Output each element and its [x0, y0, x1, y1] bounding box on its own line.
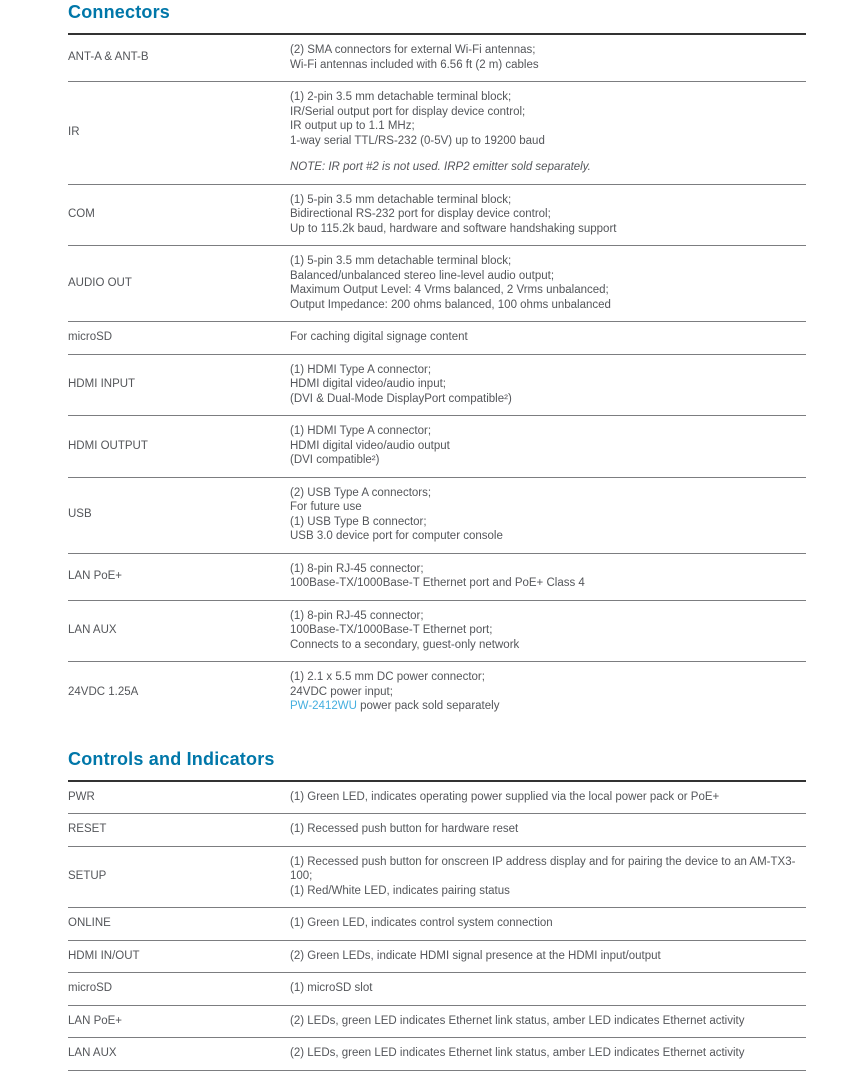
description-text: power pack sold separately [356, 700, 500, 712]
row-label: microSD [68, 982, 113, 994]
section-title-controls-and-indicators: Controls and Indicators [68, 748, 275, 769]
description-line: (1) 5-pin 3.5 mm detachable terminal block; [290, 255, 512, 267]
row-label: USB [68, 508, 92, 521]
description-line: Up to 115.2k baud, hardware and software handshaking support [290, 222, 617, 235]
row-description [290, 790, 806, 805]
description-line: 1-way serial TTL/RS-232 (0-5V) up to 19200 baud [290, 134, 545, 147]
row-description [290, 193, 806, 237]
row-label: HDMI OUTPUT [68, 439, 148, 452]
row-label: microSD [68, 331, 113, 343]
row-label: ANT-A & ANT-B [68, 51, 149, 64]
row-description [290, 424, 806, 468]
description-line: (2) SMA connectors for external Wi-Fi antennas; [290, 44, 536, 56]
description-line: (1) HDMI Type A connector; [290, 425, 432, 437]
row-label: LAN PoE+ [68, 569, 123, 582]
description-line: For future use [290, 501, 362, 513]
table-row [68, 782, 806, 815]
row-description [290, 363, 806, 407]
description-line: (1) Green LED, indicates control system connection [290, 917, 553, 929]
table-row [68, 908, 806, 941]
row-label: PWR [68, 790, 95, 803]
description-line: Bidirectional RS-232 port for display device control; [290, 208, 551, 220]
section-controls-and-indicators [68, 749, 806, 1071]
description-line: Wi-Fi antennas included with 6.56 ft (2 m) cables [290, 58, 539, 71]
description-line: For caching digital signage content [290, 331, 468, 343]
table-row [68, 185, 806, 247]
description-line: 100Base-TX/1000Base-T Ethernet port and PoE+ Class 4 [290, 577, 585, 589]
table-row [68, 554, 806, 601]
row-description [290, 43, 806, 72]
table-row [68, 246, 806, 322]
description-line: 100Base-TX/1000Base-T Ethernet port; [290, 624, 493, 636]
description-line: HDMI digital video/audio input; [290, 378, 446, 390]
section-title-connectors: Connectors [68, 2, 171, 22]
description-line: Output Impedance: 200 ohms balanced, 100 ohms unbalanced [290, 298, 611, 311]
description-line: (DVI & Dual-Mode DisplayPort compatible²) [290, 392, 512, 405]
row-label: LAN PoE+ [68, 1014, 123, 1027]
row-label: LAN AUX [68, 624, 117, 636]
table-row [68, 601, 806, 663]
row-description [290, 330, 806, 345]
row-description [290, 670, 806, 714]
table-row [68, 478, 806, 554]
table-row [68, 941, 806, 974]
note-line: NOTE: IR port #2 is not used. IRP2 emitter sold separately. [290, 161, 591, 173]
description-line: IR/Serial output port for display device control; [290, 105, 526, 118]
row-description [290, 949, 806, 964]
row-description [290, 254, 806, 312]
description-line: (1) Recessed push button for hardware reset [290, 823, 519, 835]
description-line: HDMI digital video/audio output [290, 439, 450, 452]
row-label: LAN AUX [68, 1047, 117, 1059]
section-connectors [68, 2, 806, 723]
row-description [290, 486, 806, 544]
connectors-table [68, 33, 806, 723]
table-row [68, 662, 806, 723]
table-row [68, 1006, 806, 1039]
description-line: (1) 8-pin RJ-45 connector; [290, 609, 424, 622]
description-line: (1) Green LED, indicates operating power supplied via the local power pack or PoE+ [290, 790, 720, 803]
description-line: IR output up to 1.1 MHz; [290, 120, 415, 132]
description-line: (2) LEDs, green LED indicates Ethernet link status, amber LED indicates Ethernet activity [290, 1047, 745, 1059]
description-line: (1) microSD slot [290, 982, 373, 994]
row-description [290, 90, 806, 175]
table-row [68, 1038, 806, 1071]
table-row [68, 973, 806, 1006]
table-row [68, 322, 806, 355]
controls-and-indicators-table [68, 780, 806, 1071]
description-line: (1) 8-pin RJ-45 connector; [290, 562, 424, 575]
row-label: COM [68, 208, 95, 220]
row-label: HDMI IN/OUT [68, 949, 140, 962]
row-description [290, 855, 806, 899]
description-line: (2) USB Type A connectors; [290, 486, 432, 499]
row-label: SETUP [68, 870, 107, 882]
row-label: HDMI INPUT [68, 378, 136, 390]
description-line: Balanced/unbalanced stereo line-level audio output; [290, 269, 555, 282]
description-line: (DVI compatible²) [290, 454, 380, 466]
description-line: (1) Recessed push button for onscreen IP address display and for pairing the device to an AM-TX3-100; [290, 855, 796, 882]
row-description [290, 1014, 806, 1029]
description-line: (1) USB Type B connector; [290, 515, 427, 528]
table-row [68, 847, 806, 909]
row-description [290, 562, 806, 591]
row-description [290, 1046, 806, 1061]
row-label: 24VDC 1.25A [68, 685, 139, 698]
description-line: 24VDC power input; [290, 685, 393, 698]
row-description [290, 822, 806, 837]
description-line: (1) 2-pin 3.5 mm detachable terminal block; [290, 91, 512, 103]
description-line: (2) Green LEDs, indicate HDMI signal presence at the HDMI input/output [290, 949, 661, 962]
table-row [68, 814, 806, 847]
description-line: (1) Red/White LED, indicates pairing status [290, 884, 510, 897]
table-row [68, 82, 806, 185]
row-label: IR [68, 126, 80, 138]
description-line: (1) 2.1 x 5.5 mm DC power connector; [290, 671, 485, 683]
row-description [290, 916, 806, 931]
table-row [68, 355, 806, 417]
description-line: Connects to a secondary, guest-only network [290, 638, 520, 651]
description-line: (2) LEDs, green LED indicates Ethernet link status, amber LED indicates Ethernet activity [290, 1014, 745, 1027]
row-label: RESET [68, 823, 107, 835]
row-label: ONLINE [68, 917, 111, 929]
row-description [290, 981, 806, 996]
row-label: AUDIO OUT [68, 276, 132, 289]
description-line: (1) 5-pin 3.5 mm detachable terminal block; [290, 193, 512, 206]
description-line: Maximum Output Level: 4 Vrms balanced, 2 Vrms unbalanced; [290, 284, 609, 296]
table-row [68, 416, 806, 478]
description-line: USB 3.0 device port for computer console [290, 530, 503, 542]
description-line: (1) HDMI Type A connector; [290, 363, 432, 376]
table-row [68, 35, 806, 82]
description-line [290, 699, 806, 714]
product-link[interactable]: PW-2412WU [290, 700, 357, 712]
row-description [290, 609, 806, 653]
